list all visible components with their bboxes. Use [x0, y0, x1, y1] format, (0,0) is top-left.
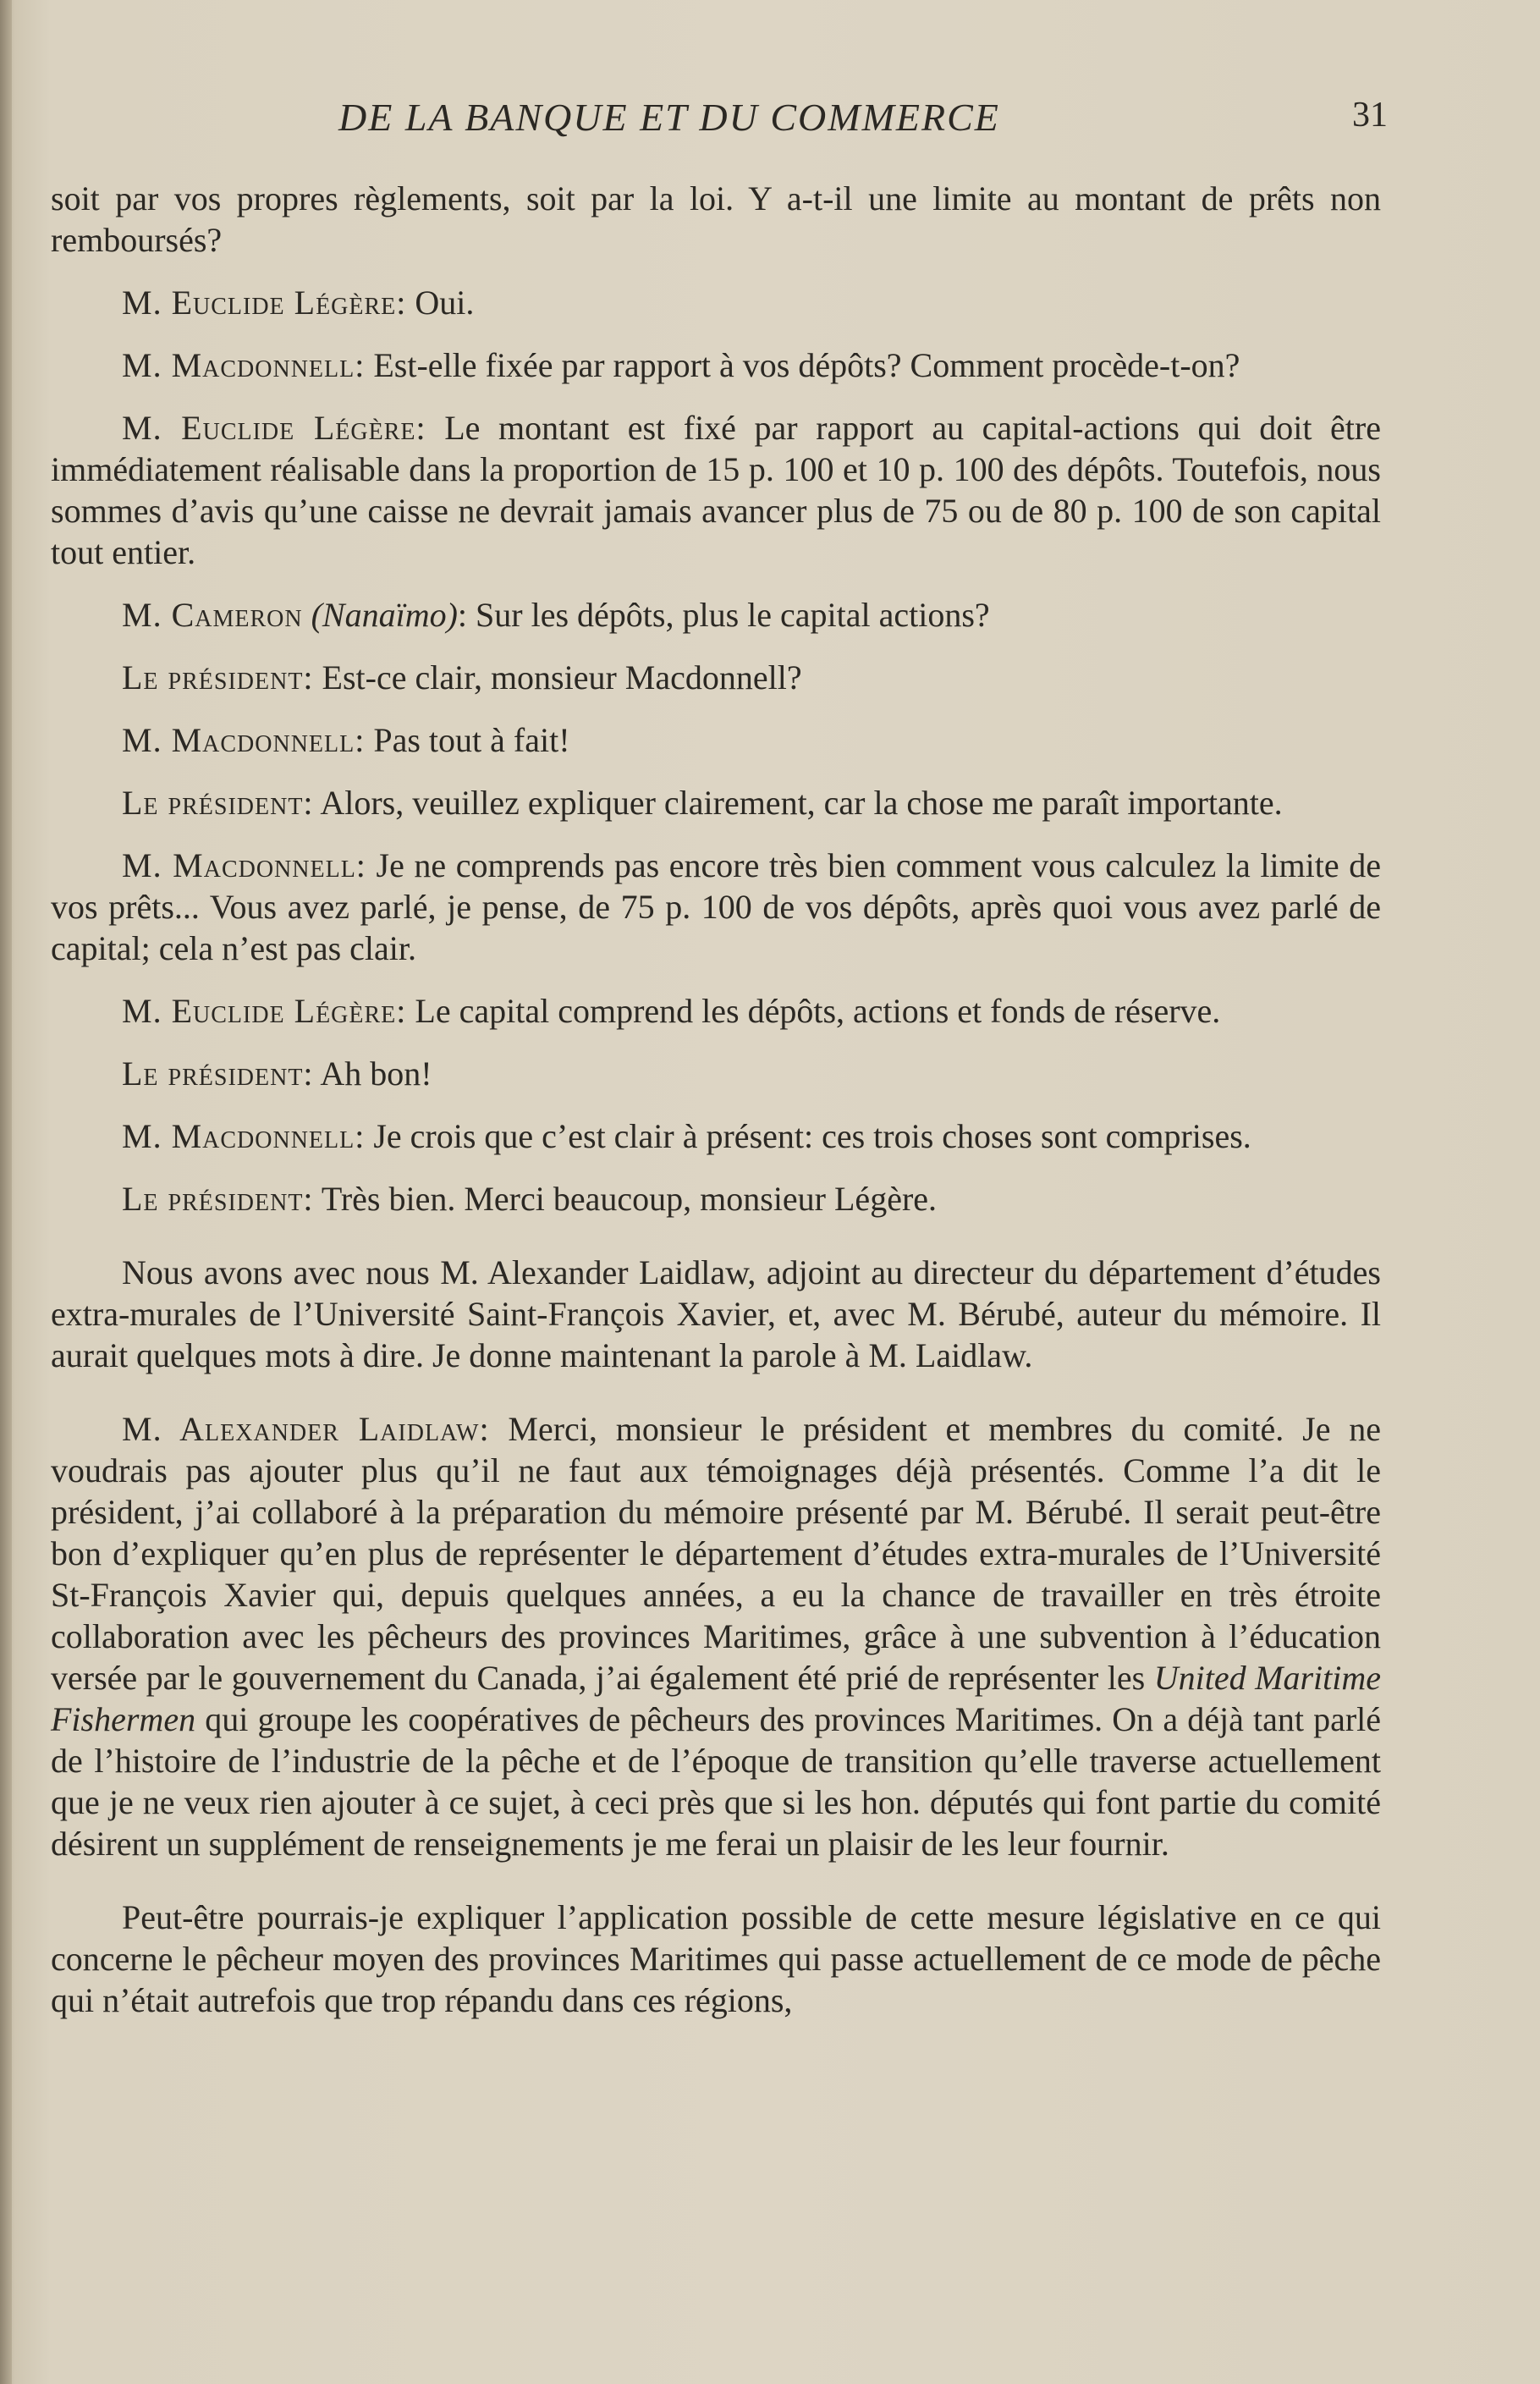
page-binding-edge: [0, 0, 12, 2384]
speaker-name: M. Macdonnell:: [122, 1117, 366, 1155]
paragraph: [51, 344, 1381, 386]
paragraph: [51, 719, 1381, 761]
paragraph-text: Je ne comprends pas encore très bien comment vous calculez la limite de vos prêts... Vous avez parlé, je pense, de 75 p. 100 de vos dépôts, après quoi vous avez parlé de capital; cela n’est pas clair.: [51, 846, 1381, 967]
paragraph: [51, 657, 1381, 698]
speaker-name: M. Cameron: [122, 596, 303, 634]
paragraph: [51, 1252, 1381, 1376]
paragraph: [51, 1178, 1381, 1220]
paragraph-text: Merci, monsieur le président et membres du comité. Je ne voudrais pas ajouter plus qu’il ne faut aux témoignages déjà présentés. Comme l’a dit le président, j’ai collaboré à la préparation du mémoire présenté par M. Bérubé. Il serait peut-être bon d’expliquer qu’en plus de représenter le département d’études extra-murales de l’Université St-François Xavier qui, depuis quelques années, a eu la chance de travailler en très étroite collaboration avec les pêcheurs des provinces Maritimes, grâce à une subvention à l’éducation versée par le gouvernement du Canada, j’ai également été prié de représenter les: [51, 1410, 1382, 1697]
page-number: 31: [1352, 96, 1388, 135]
paragraph: [51, 845, 1381, 969]
paragraph-text: Est-ce clair, monsieur Macdonnell?: [322, 658, 802, 696]
paragraph-text: Nous avons avec nous M. Alexander Laidlaw, adjoint au directeur du département d’études extra-murales de l’Université Saint-François Xavier, et, avec M. Bérubé, auteur du mémoire. Il aurait quelques mots à dire. Je donne maintenant la parole à M. Laidlaw.: [51, 1253, 1381, 1374]
paragraph: [51, 990, 1381, 1032]
paragraph-text-continued: qui groupe les coopératives de pêcheurs des provinces Maritimes. On a déjà tant parlé de l’histoire de l’industrie de la pêche et de l’époque de transition qu’elle traverse actuellement que je ne veux rien ajouter à ce sujet, à ceci près que si les hon. députés qui font partie du comité désirent un supplément de renseignements je me ferai un plaisir de les leur fournir.: [51, 1700, 1382, 1863]
body-text: [51, 178, 1381, 2021]
speaker-name: M. Euclide Légère:: [122, 992, 407, 1030]
paragraph: [51, 407, 1381, 573]
speaker-name: Le président:: [122, 1054, 314, 1093]
paragraph: [51, 782, 1381, 823]
running-title: DE LA BANQUE ET DU COMMERCE: [338, 96, 1000, 139]
paragraph: [51, 594, 1381, 636]
speaker-name: Le président:: [122, 784, 314, 822]
speaker-name: Le président:: [122, 658, 314, 696]
paragraph-text: Je crois que c’est clair à présent: ces trois choses sont comprises.: [373, 1117, 1251, 1155]
paragraph-text: Sur les dépôts, plus le capital actions?: [476, 596, 990, 634]
speaker-riding: (Nanaïmo): [311, 596, 458, 634]
paragraph-text: Le capital comprend les dépôts, actions et fonds de réserve.: [415, 992, 1221, 1030]
speaker-name: M. Euclide Légère:: [122, 409, 426, 447]
paragraph: [51, 282, 1381, 323]
speaker-name: M. Macdonnell:: [122, 721, 366, 759]
paragraph: [51, 1408, 1381, 1864]
paragraph-text: Pas tout à fait!: [373, 721, 570, 759]
speaker-name: M. Alexander Laidlaw:: [122, 1410, 490, 1448]
speaker-name: M. Euclide Légère:: [122, 284, 407, 322]
paragraph-text: Le montant est fixé par rapport au capital-actions qui doit être immédiatement réalisable dans la proportion de 15 p. 100 et 10 p. 100 des dépôts. Toutefois, nous sommes d’avis qu’une caisse ne devrait jamais avancer plus de 75 ou de 80 p. 100 de son capital tout entier.: [51, 409, 1381, 571]
speaker-name: Le président:: [122, 1180, 314, 1218]
paragraph: [51, 1897, 1381, 2021]
paragraph-text: Est-elle fixée par rapport à vos dépôts? Comment procède-t-on?: [373, 346, 1240, 384]
paragraph-text: Ah bon!: [320, 1054, 432, 1093]
paragraph-text: Très bien. Merci beaucoup, monsieur Légère.: [321, 1180, 938, 1218]
paragraph: [51, 178, 1381, 261]
speaker-colon: :: [457, 596, 468, 634]
paragraph-text: Oui.: [415, 284, 475, 322]
paragraph: [51, 1115, 1381, 1157]
paragraph-text: Alors, veuillez expliquer clairement, car la chose me paraît importante.: [320, 784, 1283, 822]
paragraph-text: soit par vos propres règlements, soit par la loi. Y a-t-il une limite au montant de prêts non remboursés?: [51, 179, 1381, 259]
page-header: [338, 95, 1388, 154]
speaker-name: M. Macdonnell:: [122, 346, 366, 384]
paragraph: [51, 1053, 1381, 1094]
speaker-name: M. Macdonnell:: [122, 846, 366, 884]
organization-name: United Maritime Fishermen: [51, 1659, 1382, 1738]
paragraph-text: Peut-être pourrais-je expliquer l’application possible de cette mesure législative en ce qui concerne le pêcheur moyen des provinces Maritimes qui passe actuellement de ce mode de pêche qui n’était autrefois que trop répandu dans ces régions,: [51, 1898, 1381, 2019]
